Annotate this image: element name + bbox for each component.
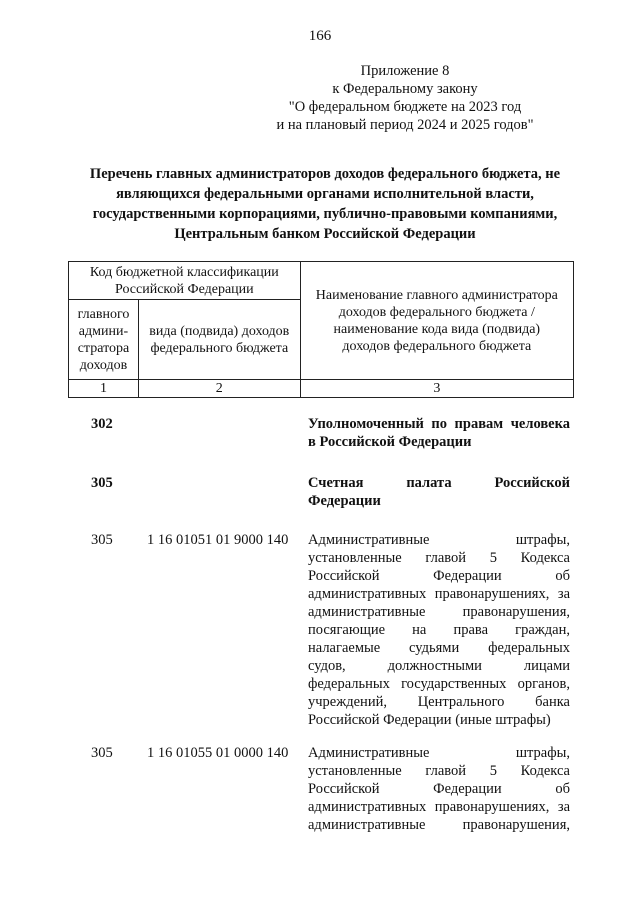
- appendix-reference: [250, 62, 560, 134]
- header-number-3: 3: [300, 380, 573, 398]
- header-number-1: 1: [69, 380, 139, 398]
- name-line: административные правонарушения,: [308, 604, 570, 620]
- income-name: [308, 744, 570, 834]
- header-cell-classification-code: [69, 262, 301, 300]
- document-title: [60, 164, 590, 244]
- name-line: Федерации: [308, 493, 381, 509]
- name-line: налагаемые судьями федеральных: [308, 640, 570, 656]
- title-line: Центральным банком Российской Федерации: [174, 226, 476, 242]
- admin-code: 305: [91, 745, 113, 761]
- title-line: Перечень главных администраторов доходов федерального бюджета, не: [89, 166, 561, 182]
- header-cell-income-type: [138, 300, 300, 380]
- name-line: установленные главой 5 Кодекса: [308, 550, 570, 566]
- admin-name: [308, 474, 570, 510]
- name-line: административных правонарушениях, за: [308, 586, 570, 602]
- name-line: административные правонарушения,: [308, 817, 570, 833]
- header-text: Код бюджетной классификации: [89, 264, 279, 280]
- header-text: главного: [77, 306, 130, 322]
- name-line: федеральных государственных органов,: [308, 676, 570, 692]
- name-line: учреждений, Центрального банка: [308, 694, 570, 710]
- admin-code: 305: [91, 532, 113, 548]
- header-cell-admin-code: [69, 300, 139, 380]
- header-number-2: 2: [138, 380, 300, 398]
- name-line: Уполномоченный по правам человека: [308, 416, 570, 432]
- income-code: 1 16 01055 01 0000 140: [147, 745, 289, 761]
- title-line: являющихся федеральными органами исполнительной власти,: [116, 186, 534, 202]
- income-name: [308, 531, 570, 729]
- admin-code: 302: [91, 416, 113, 432]
- name-line: установленные главой 5 Кодекса: [308, 763, 570, 779]
- admin-code: 305: [91, 475, 113, 491]
- header-text: доходов: [79, 357, 128, 373]
- name-line: Административные штрафы,: [308, 532, 570, 548]
- header-text: стратора: [77, 340, 130, 356]
- name-line: в Российской Федерации: [308, 434, 472, 450]
- appendix-line: к Федеральному закону: [332, 81, 478, 97]
- header-text: Наименование главного администратора: [315, 287, 558, 303]
- title-line: государственными корпорациями, публично-правовыми компаниями,: [92, 206, 558, 222]
- header-text: федерального бюджета: [150, 340, 289, 356]
- appendix-line: и на плановый период 2024 и 2025 годов": [276, 117, 534, 133]
- name-line: судов, должностными лицами: [308, 658, 570, 674]
- admin-name: [308, 415, 570, 451]
- appendix-line: "О федеральном бюджете на 2023 год: [288, 99, 522, 115]
- header-text: доходов федерального бюджета /: [338, 304, 535, 320]
- header-cell-name: [300, 262, 573, 380]
- name-line: административных правонарушениях, за: [308, 799, 570, 815]
- name-line: Административные штрафы,: [308, 745, 570, 761]
- header-text: наименование кода вида (подвида): [333, 321, 541, 337]
- table-header: [68, 261, 574, 398]
- name-line: посягающие на права граждан,: [308, 622, 570, 638]
- name-line: Счетная палата Российской: [308, 475, 570, 491]
- header-text: Российской Федерации: [115, 281, 254, 297]
- header-text: админи-: [78, 323, 129, 339]
- header-text: вида (подвида) доходов: [149, 323, 290, 339]
- income-code: 1 16 01051 01 9000 140: [147, 532, 289, 548]
- name-line: Российской Федерации об: [308, 568, 570, 584]
- name-line: Российской Федерации об: [308, 781, 570, 797]
- header-text: доходов федерального бюджета: [342, 338, 532, 354]
- page-number: 166: [308, 28, 332, 44]
- appendix-line: Приложение 8: [360, 63, 450, 79]
- name-line: Российской Федерации (иные штрафы): [308, 712, 551, 728]
